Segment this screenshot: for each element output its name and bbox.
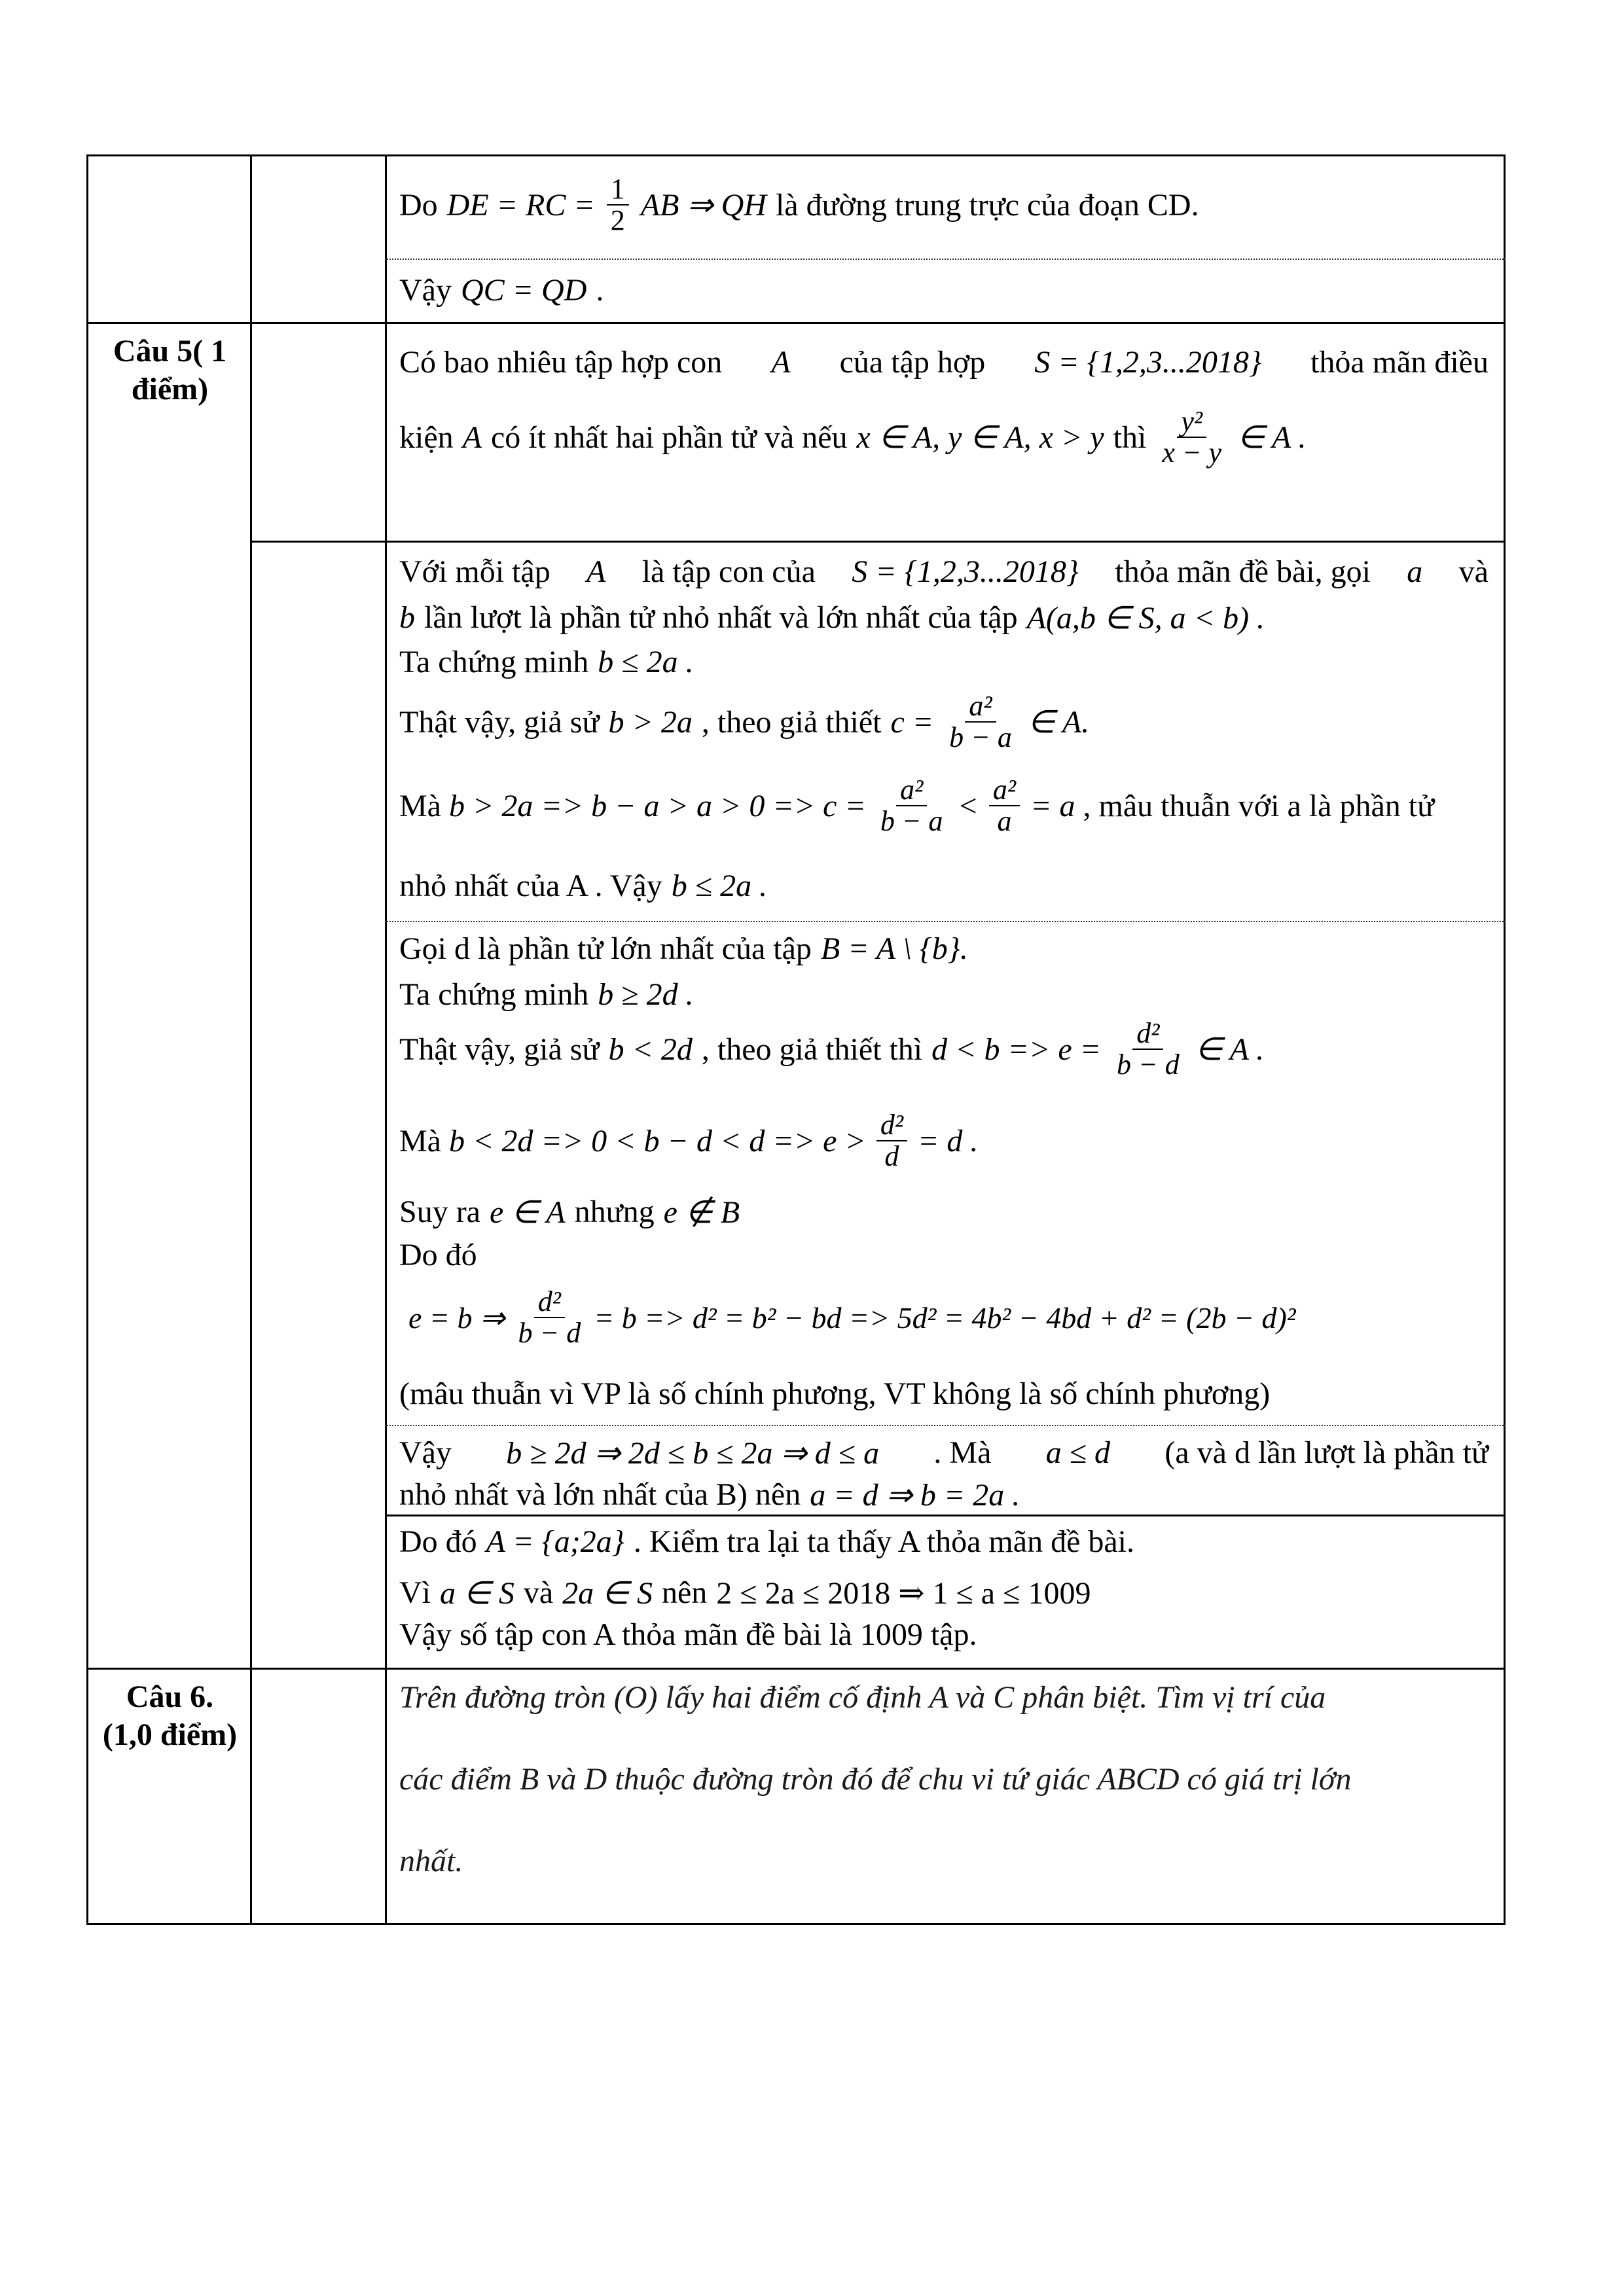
fraction: $\frac{\text{a²}}{a}$ (989, 775, 1020, 836)
math-expression: ∈ A . (1237, 420, 1307, 456)
math-expression: < (957, 788, 979, 823)
solution-line (399, 1018, 1264, 1080)
text: Gọi d là phần tử lớn nhất của tập (399, 931, 812, 966)
text: của tập hợp (839, 345, 986, 380)
text: kiện (399, 420, 454, 455)
math-expression: a ≤ d (1045, 1435, 1111, 1470)
math-expression: B = A \ {b}. (820, 931, 968, 966)
text: Do (399, 187, 438, 223)
question-6-line (399, 1761, 1351, 1797)
math-expression: b ≤ 2a . (671, 869, 768, 903)
question-6-line (399, 1843, 463, 1879)
row-divider (385, 921, 1506, 922)
math-expression: e ∉ B (663, 1195, 740, 1230)
math-expression: a (1407, 554, 1423, 589)
solution-line (399, 174, 1199, 236)
math-expression: c = (890, 704, 934, 740)
math-expression: AB ⇒ QH (640, 188, 767, 223)
section-divider-cau6 (86, 1668, 1506, 1670)
table-border-top (86, 154, 1506, 156)
math-expression: A (771, 345, 791, 380)
fraction: $\frac{\text{d²}}{b - d}$ (518, 1285, 581, 1350)
math-expression: b < 2d => 0 < b − d < d => e > (448, 1123, 866, 1158)
row-divider (385, 1515, 1506, 1516)
text: nhỏ nhất và lớn nhất của B) nên (399, 1477, 801, 1512)
solution-line (399, 1524, 1134, 1560)
text: (mâu thuẫn vì VP là số chính phương, VT không là số chính phương) (399, 1376, 1271, 1411)
solution-line (399, 691, 1089, 753)
solution-line (399, 868, 767, 904)
solution-line (399, 554, 1489, 590)
math-expression: S = {1,2,3...2018} (1034, 345, 1262, 380)
text: Vậy (399, 1435, 452, 1470)
text: Trên đường tròn (O) lấy hai điểm cố định A và C phân biệt. Tìm vị trí của (399, 1680, 1326, 1715)
text: lần lượt là phần tử nhỏ nhất và lớn nhất của tập (424, 600, 1018, 635)
answer-table (86, 154, 1506, 1925)
solution-line (399, 931, 968, 967)
math-expression: b ≥ 2d . (598, 977, 694, 1012)
column-divider-1 (250, 154, 252, 1925)
solution-line (399, 1110, 978, 1172)
question-5-label: Câu 5( 1 điểm) (113, 334, 227, 406)
text: có ít nhất hai phần tử và nếu (490, 420, 848, 455)
fraction: $\frac{\text{y²}}{x - y}$ (1162, 405, 1222, 469)
table-border-right (1504, 154, 1506, 1925)
question-6-label: Câu 6. (1,0 điểm) (102, 1679, 238, 1752)
text: Thật vậy, giả sử (399, 704, 600, 740)
text: nên (661, 1575, 708, 1610)
fraction: $\frac{1}{2}$ (607, 174, 629, 236)
text: Có bao nhiêu tập hợp con (399, 345, 723, 380)
math-expression: b ≥ 2d ⇒ 2d ≤ b ≤ 2a ⇒ d ≤ a (506, 1436, 880, 1471)
text: nhất. (399, 1844, 463, 1878)
text: Với mỗi tập (399, 554, 550, 589)
text: . Mà (933, 1435, 992, 1470)
math-expression: a = d ⇒ b = 2a . (810, 1478, 1020, 1513)
solution-line (399, 644, 694, 680)
text: Do đó (399, 1524, 477, 1559)
fraction: $\frac{\text{a²}}{b - a}$ (880, 774, 943, 838)
text: . (596, 273, 604, 308)
math-expression: a ∈ S (440, 1576, 514, 1611)
math-expression: b > 2a => b − a > a > 0 => c = (448, 788, 866, 823)
solution-line (399, 272, 604, 308)
solution-line (399, 1194, 740, 1230)
solution-line (408, 1287, 1296, 1348)
text: , theo giả thiết thì (701, 1031, 923, 1067)
math-expression: b < 2d (608, 1031, 693, 1067)
text: Mà (399, 788, 441, 823)
text: Mà (399, 1123, 441, 1158)
text: , mâu thuẫn với a là phần tử (1083, 788, 1435, 823)
solution-line (399, 977, 694, 1013)
math-expression: b (399, 600, 415, 635)
section-divider-cau5 (86, 322, 1506, 324)
math-expression: S = {1,2,3...2018} (852, 554, 1079, 589)
fraction: $\frac{\text{d²}}{b - d}$ (1117, 1017, 1180, 1081)
math-expression: ∈ A. (1027, 705, 1090, 740)
question-5-line (399, 344, 1489, 380)
row-divider (385, 259, 1506, 260)
table-border-bottom (86, 1923, 1506, 1925)
math-expression: 2a ∈ S (562, 1576, 653, 1611)
text: Do đó (399, 1238, 477, 1272)
math-expression: b > 2a (608, 704, 693, 740)
text: Vì (399, 1575, 431, 1610)
row-divider (385, 1425, 1506, 1426)
solution-line (399, 600, 1265, 636)
solution-line (399, 1617, 977, 1653)
text: thỏa mãn đề bài, gọi (1115, 554, 1371, 589)
text: Vậy số tập con A thỏa mãn đề bài là 1009 tập. (399, 1617, 977, 1652)
row-divider (250, 541, 1506, 543)
math-expression: DE = RC = (446, 187, 595, 223)
math-expression: e ∈ A (489, 1195, 566, 1230)
solution-line (399, 1376, 1270, 1412)
text: và (523, 1575, 554, 1610)
math-expression: A (586, 554, 606, 589)
math-expression: b ≤ 2a . (598, 645, 694, 679)
solution-line (399, 1237, 477, 1273)
fraction: $\frac{\text{a²}}{b - a}$ (949, 690, 1012, 754)
math-expression: x ∈ A, y ∈ A, x > y (856, 420, 1104, 456)
text: Thật vậy, giả sử (399, 1031, 600, 1067)
math-expression: e = b ⇒ (408, 1301, 505, 1335)
text: thì (1113, 420, 1147, 455)
text: thỏa mãn điều (1310, 345, 1489, 380)
text: là đường trung trực của đoạn CD. (775, 187, 1199, 223)
math-expression: A(a,b ∈ S, a < b) . (1026, 601, 1265, 636)
text: . Kiểm tra lại ta thấy A thỏa mãn đề bài. (633, 1524, 1135, 1559)
solution-line (399, 1575, 1091, 1611)
math-expression: A = {a;2a} (486, 1524, 624, 1559)
text: , theo giả thiết (701, 704, 882, 740)
math-expression: A (462, 420, 482, 455)
text: nhưng (574, 1194, 655, 1229)
solution-line (399, 1435, 1489, 1471)
text: nhỏ nhất của A . Vậy (399, 869, 662, 903)
math-expression: QC = QD (460, 273, 587, 308)
text: các điểm B và D thuộc đường tròn đó để chu vi tứ giác ABCD có giá trị lớn (399, 1762, 1352, 1797)
math-expression: ∈ A . (1195, 1032, 1265, 1067)
column-divider-2 (385, 154, 387, 1925)
fraction: $\frac{\text{d²}}{d}$ (876, 1110, 907, 1172)
question-5-line (399, 406, 1306, 468)
math-expression: 2 ≤ 2a ≤ 2018 ⇒ 1 ≤ a ≤ 1009 (716, 1576, 1091, 1611)
math-expression: d < b => e = (931, 1031, 1102, 1067)
text: Vậy (399, 273, 452, 308)
table-border-left (86, 154, 88, 1925)
text: Ta chứng minh (399, 977, 589, 1012)
solution-line (399, 1477, 1020, 1513)
text: (a và d lần lượt là phần tử (1164, 1435, 1489, 1470)
math-expression: = a (1030, 788, 1075, 823)
math-expression: = d . (918, 1123, 979, 1158)
question-6-line (399, 1679, 1489, 1715)
math-expression: = b => d² = b² − bd => 5d² = 4b² − 4bd + d² = (2b − d)² (594, 1300, 1296, 1335)
text: và (1458, 554, 1489, 589)
text: là tập con của (641, 554, 816, 589)
solution-line (399, 775, 1434, 836)
text: Suy ra (399, 1194, 480, 1229)
text: Ta chứng minh (399, 645, 589, 679)
